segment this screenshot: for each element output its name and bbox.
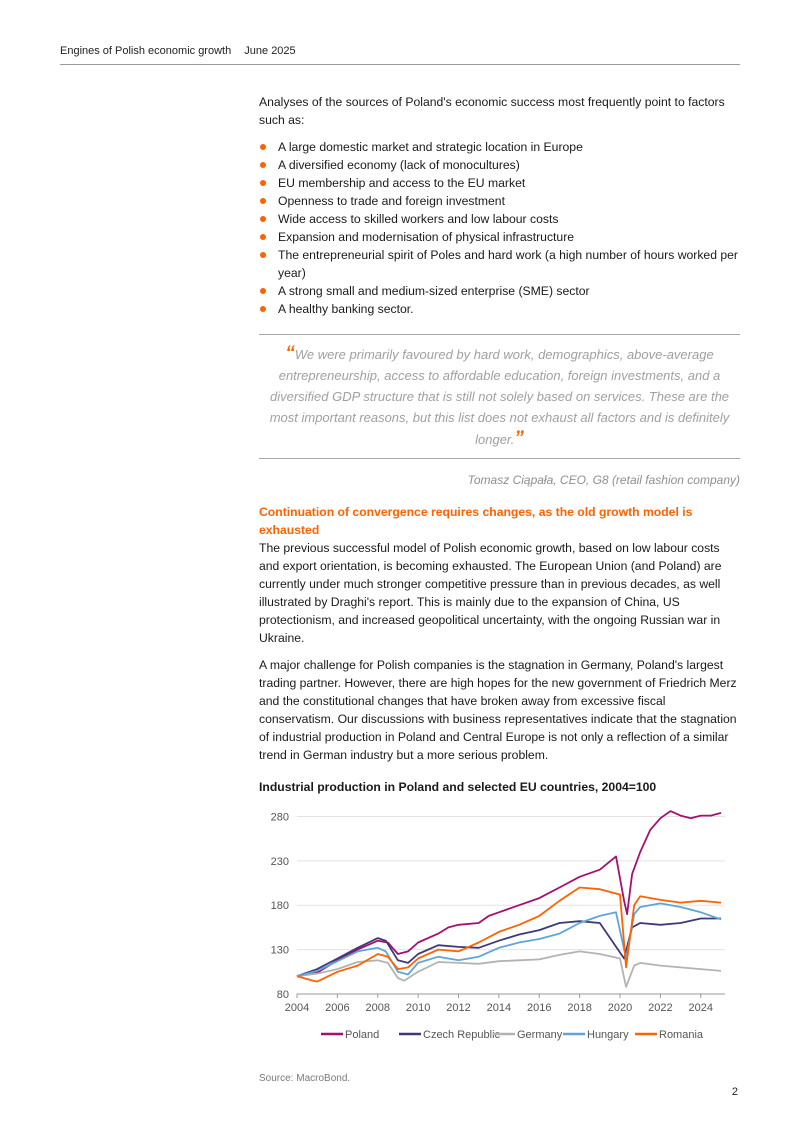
intro-paragraph: Analyses of the sources of Poland's economic success most frequently point to factors such as: [259,95,725,127]
quote-text: We were primarily favoured by hard work, demographics, above-average entrepreneurship, access to affordable education, foreign investments, and a diversified GDP structure that is still not solely based on services. These are the most important reasons, but this list does not exhaust all factors and is definitely longer. [269,347,730,447]
close-quote-mark: ” [514,428,524,449]
bullet-item [259,300,740,318]
bullet-text: Openness to trade and foreign investment [278,194,505,208]
x-tick-label: 2018 [567,1002,592,1014]
series-line-germany [297,951,721,987]
bullet-item [259,210,740,228]
page-number: 2 [731,1086,738,1098]
bullet-dot-icon [260,234,266,240]
y-tick-label: 130 [270,944,289,957]
x-tick-label: 2016 [527,1002,552,1014]
x-tick-label: 2006 [325,1002,350,1014]
document-date: June 2025 [244,45,296,57]
main-content [259,93,740,1088]
chart-container [259,800,740,1062]
x-tick-label: 2008 [365,1002,390,1014]
bullet-dot-icon [260,198,266,204]
bullet-text: The entrepreneurial spirit of Poles and hard work (a high number of hours worked per year) [278,248,738,280]
bullet-dot-icon [260,252,266,258]
bullet-text: EU membership and access to the EU market [278,176,526,190]
legend-label: Poland [345,1029,380,1041]
bullet-dot-icon [260,288,266,294]
legend-label: Hungary [587,1029,629,1041]
legend-label: Germany [517,1029,563,1041]
bullet-item [259,192,740,210]
pull-quote [259,334,740,459]
header-divider [60,64,740,65]
bullet-dot-icon [260,216,266,222]
quote-attribution: Tomasz Ciąpała, CEO, G8 (retail fashion company) [467,473,740,487]
bullet-text: Expansion and modernisation of physical infrastructure [278,230,575,244]
bullet-text: A diversified economy (lack of monocultures) [278,158,520,172]
x-tick-label: 2010 [405,1002,431,1014]
y-tick-label: 80 [276,989,289,1001]
bullet-text: A strong small and medium-sized enterprise (SME) sector [278,284,590,298]
bullet-dot-icon [260,180,266,186]
bullet-item [259,156,740,174]
x-tick-label: 2024 [688,1002,714,1014]
legend-label: Czech Republic [423,1029,501,1041]
bullet-item [259,228,740,246]
series-line-czech-republic [297,919,721,977]
legend-label: Romania [659,1029,704,1041]
body-paragraph: A major challenge for Polish companies is the stagnation in Germany, Poland's largest trading partner. However, there are high hopes for the new government of Friedrich Merz and the constitutional changes that have broken away from excessive fiscal conservatism. Our discussions with business representatives indicate that the stagnation of industrial production in Poland and Central Europe is not only a reflection of a similar trend in German industry but a more serious problem. [259,658,737,762]
open-quote-mark: “ [285,343,295,364]
x-tick-label: 2014 [486,1002,512,1014]
x-tick-label: 2022 [648,1002,673,1014]
chart-title: Industrial production in Poland and selected EU countries, 2004=100 [259,780,657,794]
line-chart [259,800,740,1062]
bullet-text: Wide access to skilled workers and low labour costs [278,212,559,226]
section-heading: Continuation of convergence requires changes, as the old growth model is exhausted [259,505,693,537]
bullet-dot-icon [260,144,266,150]
y-tick-label: 280 [270,811,289,824]
bullet-text: A healthy banking sector. [278,302,414,316]
bullet-text: A large domestic market and strategic location in Europe [278,140,583,154]
y-tick-label: 180 [270,900,289,913]
factor-list [259,138,740,318]
series-line-romania [297,888,721,982]
chart-source: Source: MacroBond. [259,1073,351,1084]
y-tick-label: 230 [270,855,289,868]
bullet-item [259,282,740,300]
bullet-dot-icon [260,162,266,168]
document-title: Engines of Polish economic growth [60,45,232,57]
x-tick-label: 2020 [607,1002,633,1014]
x-tick-label: 2004 [284,1002,310,1014]
bullet-item [259,174,740,192]
bullet-item [259,246,740,282]
bullet-dot-icon [260,306,266,312]
x-tick-label: 2012 [446,1002,471,1014]
body-paragraph: The previous successful model of Polish economic growth, based on low labour costs and export orientation, is becoming exhausted. The European Union (and Poland) are currently under much stronger competitive pressure than in previous decades, as well illustrated by Draghi's report. This is mainly due to the expansion of China, US protectionism, and increased geopolitical uncertainty, with the ongoing Russian war in Ukraine. [259,541,722,645]
running-header [60,45,740,57]
bullet-item [259,138,740,156]
